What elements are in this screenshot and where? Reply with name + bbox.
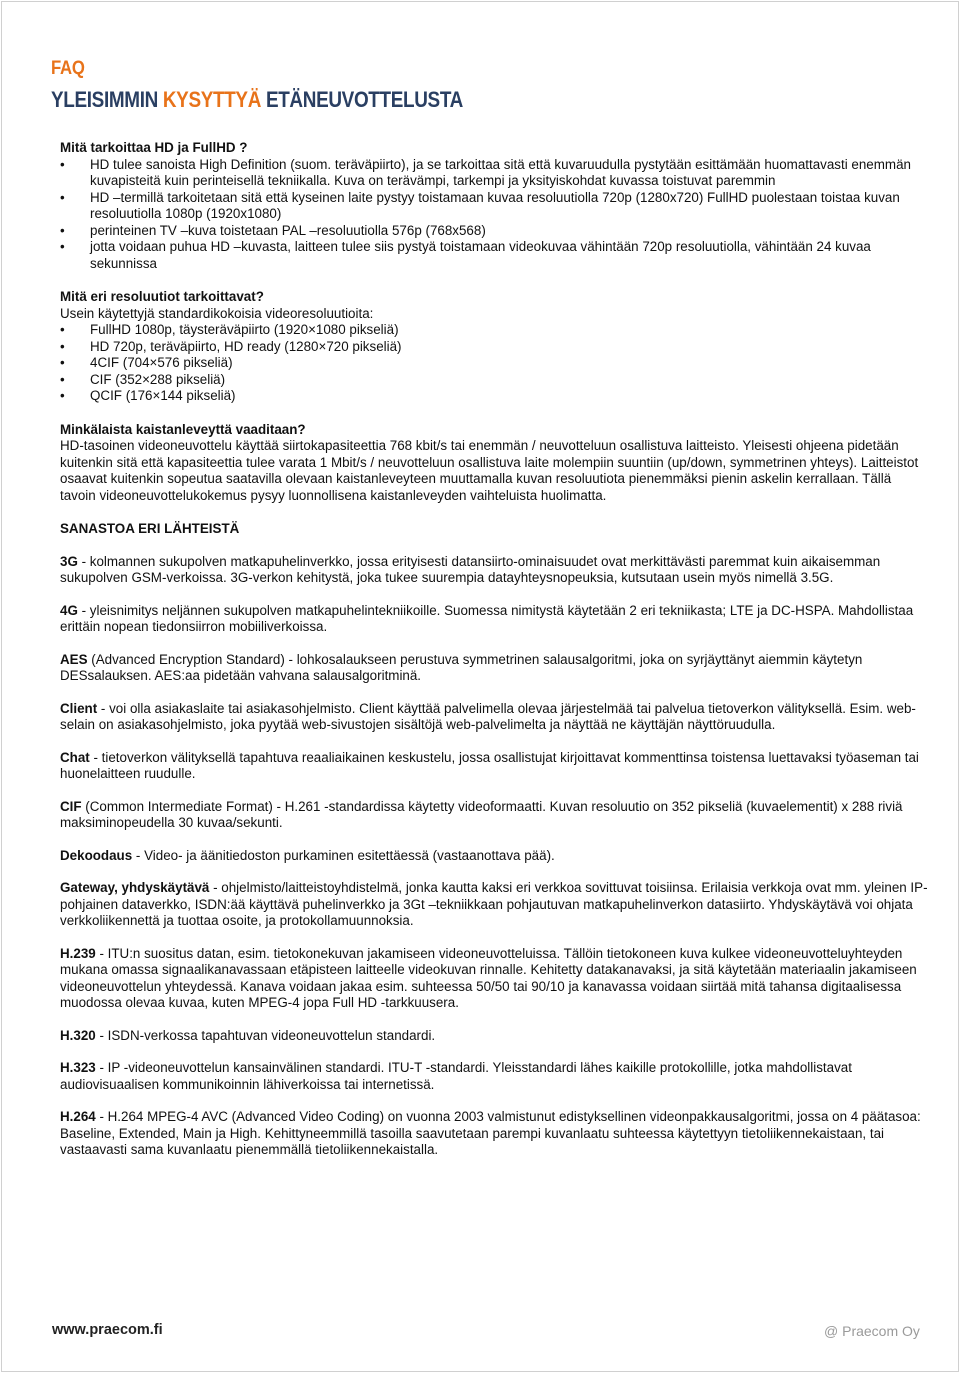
term-name: Chat	[60, 749, 90, 765]
hd-bullet-list	[60, 157, 928, 273]
term-name: Client	[60, 700, 98, 716]
bandwidth-answer: HD-tasoinen videoneuvottelu käyttää siirtokapasiteettia 768 kbit/s tai enemmän / neuvotteluun osallistuva laitteisto. Yleisesti ohjeena pidetään kuitenkin sitä että kapasiteettia tulee varata 1 Mbit/s / neuvotteluun osallistuva laite molempiin suuntiin (up/down, symmetrinen yhteys). Laitteistot osaavat kuitenkin sopeutua saatavilla olevaan kaistanleveyteen muuttamalla kuvan resoluutiota pienemmäksi pienin askelin kerrallaan. Tällä tavoin videoneuvottelukokemus pysyy luonnollisena kaistanleveyden vaihteluista huolimatta.	[60, 438, 919, 503]
glossary-term-h239	[60, 946, 928, 1012]
list-item: • jotta voidaan puhua HD –kuvasta, laitteen tulee siis pystyä toistamaan videokuvaa vähintään 720p resoluutiolla, vähintään 24 kuvaa sekunnissa	[60, 239, 928, 272]
resolutions-bullet-list	[60, 322, 928, 405]
footer-website-link[interactable]: www.praecom.fi	[52, 1322, 163, 1338]
page-title	[51, 87, 463, 113]
glossary-term-h323	[60, 1060, 928, 1093]
glossary-term-3g	[60, 554, 928, 587]
glossary-term-cif	[60, 799, 928, 832]
main-content	[60, 140, 928, 1159]
glossary-term-client	[60, 701, 928, 734]
term-definition: - voi olla asiakaslaite tai asiakasohjelmisto. Client käyttää palvelimella olevaa järjestelmää tai palvelua tietoverkon välityksellä. Esim. web-selain on asiakasohjelmisto, joka pyytää web-sivustojen sisältöjä web-palvelimelta ja näyttää ne käyttäjän näyttöruudulla.	[60, 700, 916, 732]
list-item: • HD tulee sanoista High Definition (suom. teräväpiirto), ja se tarkoittaa sitä että kuvaruudulla pystytään esittämään huomattavasti enemmän kuvapisteitä kuin perinteisellä tekniikalla. Kuva on terävämpi, tarkempi ja yksityiskohdat kuvassa toistuvat paremmin	[60, 157, 928, 190]
term-name: CIF	[60, 798, 82, 814]
question-bandwidth: Minkälaista kaistanleveyttä vaaditaan?	[60, 421, 306, 437]
glossary-term-4g	[60, 603, 928, 636]
title-part-3: ETÄNEUVOTTELUSTA	[261, 87, 463, 112]
glossary-term-gateway	[60, 880, 928, 930]
glossary-term-dekoodaus	[60, 848, 928, 865]
term-name: H.239	[60, 945, 96, 961]
term-name: H.264	[60, 1109, 96, 1124]
term-definition: - H.264 MPEG-4 AVC (Advanced Video Coding) on vuonna 2003 valmistunut edistyksellinen videonpakkausalgoritmi, jossa on 4 päätasoa: Baseline, Extended, Main ja High. Kehittyneemmillä tasoilla saavutetaan parempi kuvanlaatu suhteessa käytettyyn tietoliikennekaistaan, tai vastaavasti sama kuvanlaatu pienemmällä tietoliikennekaistalla.	[60, 1109, 921, 1157]
list-item: • perinteinen TV –kuva toistetaan PAL –resoluutiolla 576p (768x568)	[60, 223, 928, 240]
term-definition: - ITU:n suositus datan, esim. tietokonekuvan jakamiseen videoneuvotteluissa. Tällöin tietokoneen kuva kulkee videoneuvotteluyhteyden mukana omassa signaalikanavassaan etäpisteen laitteelle videokuvan rinnalle. Kehitetty datakanavaksi, ja sitä käytetään materiaalin jakamiseen videoneuvottelun yhteydessä. Kanava voidaan jakaa esim. suhteessa 50/50 tai 90/10 ja kanavassa voidaan siirtää mitä tahansa digitaalisessa muodossa olevaa kuvaa, kuten MPEG-4 jopa Full HD -tarkkuusera.	[60, 945, 917, 1010]
question-hd: Mitä tarkoittaa HD ja FullHD ?	[60, 140, 248, 155]
list-item: • QCIF (176×144 pikseliä)	[60, 388, 928, 405]
glossary-term-h264	[60, 1109, 928, 1159]
term-name: H.323	[60, 1060, 96, 1075]
list-item: • HD 720p, teräväpiirto, HD ready (1280×720 pikseliä)	[60, 339, 928, 356]
term-name: H.320	[60, 1027, 96, 1043]
list-item: • CIF (352×288 pikseliä)	[60, 372, 928, 389]
list-item: • 4CIF (704×576 pikseliä)	[60, 355, 928, 372]
term-definition: - IP -videoneuvottelun kansainvälinen standardi. ITU-T -standardi. Yleisstandardi lähes kaikille protokollille, jotka mahdollistavat audiovisuaalisen kommunikoinnin lähiverkoissa tai internetissä.	[60, 1060, 852, 1092]
glossary-term-aes	[60, 652, 928, 685]
resolutions-intro: Usein käytettyjä standardikokoisia videoresoluutioita:	[60, 305, 374, 321]
title-part-1: YLEISIMMIN	[51, 87, 163, 112]
term-definition: - ISDN-verkossa tapahtuvan videoneuvottelun standardi.	[95, 1027, 436, 1043]
term-definition: - kolmannen sukupolven matkapuhelinverkko, jossa erityisesti datansiirto-ominaisuudet ovat merkittävästi paremmat kuin aikaisemman sukupolven GSM-verkoissa. 3G-verkon kehitystä, joka tukee suurempia datayhteysnopeuksia, kutsutaan usein myös nimellä 3.5G.	[60, 553, 881, 585]
document-page	[1, 1, 959, 1372]
term-definition: - Video- ja äänitiedoston purkaminen esitettäessä (vastaanottava pää).	[132, 847, 555, 863]
term-definition: - yleisnimitys neljännen sukupolven matkapuhelintekniikoille. Suomessa nimitystä käytetään 2 eri tekniikasta; LTE ja DC-HSPA. Mahdollistaa erittäin nopean tiedonsiirron mobiiliverkoissa.	[60, 602, 914, 634]
glossary-term-chat	[60, 750, 928, 783]
term-definition: (Advanced Encryption Standard) - lohkosalaukseen perustuva symmetrinen salausalgoritmi, joka on syrjäyttänyt aiemmin käytetyn DESsalauksen. AES:aa pidetään vahvana salausalgoritminä.	[60, 651, 863, 683]
term-name: 4G	[60, 602, 78, 618]
glossary-term-h320	[60, 1028, 928, 1045]
faq-label: FAQ	[51, 58, 85, 79]
list-item: • HD –termillä tarkoitetaan sitä että kyseinen laite pystyy toistamaan kuvaa resoluutiolla 720p (1280x720) FullHD puolestaan toistaa kuvan resoluutiolla 1080p (1920x1080)	[60, 190, 928, 223]
term-name: Dekoodaus	[60, 847, 133, 863]
term-name: Gateway, yhdyskäytävä	[60, 880, 210, 895]
term-definition: - ohjelmisto/laitteistoyhdistelmä, jonka kautta kaksi eri verkkoa sovittuvat toisiinsa. Erilaisia verkkoja ovat mm. yleinen IP-pohjainen dataverkko, ISDN:ää käyttävä puhelinverkko ja 3Gt –tekniikkaan pohjautuvan matkapuhelinverkon datasiirto. Yhdyskäytävä voi ohjata verkkoliikennettä ja tuottaa osoite, ja protokollamuunnoksia.	[60, 880, 928, 928]
footer-copyright: @ Praecom Oy	[824, 1323, 920, 1339]
page-header	[51, 58, 530, 113]
term-name: AES	[60, 651, 88, 667]
list-item: • FullHD 1080p, täysteräväpiirto (1920×1080 pikseliä)	[60, 322, 928, 339]
term-name: 3G	[60, 553, 78, 569]
glossary-heading: SANASTOA ERI LÄHTEISTÄ	[60, 521, 240, 536]
term-definition: (Common Intermediate Format) - H.261 -standardissa käytetty videoformaatti. Kuvan resoluutio on 352 pikseliä (kuvaelementit) x 288 riviä maksiminopeudella 30 kuvaa/sekunti.	[60, 798, 903, 830]
term-definition: - tietoverkon välityksellä tapahtuva reaaliaikainen keskustelu, jossa osallistujat kirjoittavat kommenttinsa toistensa luettavaksi työaseman tai huonelaitteen ruudulle.	[60, 749, 919, 781]
question-resolutions: Mitä eri resoluutiot tarkoittavat?	[60, 289, 264, 304]
title-part-2: KYSYTTYÄ	[162, 87, 262, 112]
